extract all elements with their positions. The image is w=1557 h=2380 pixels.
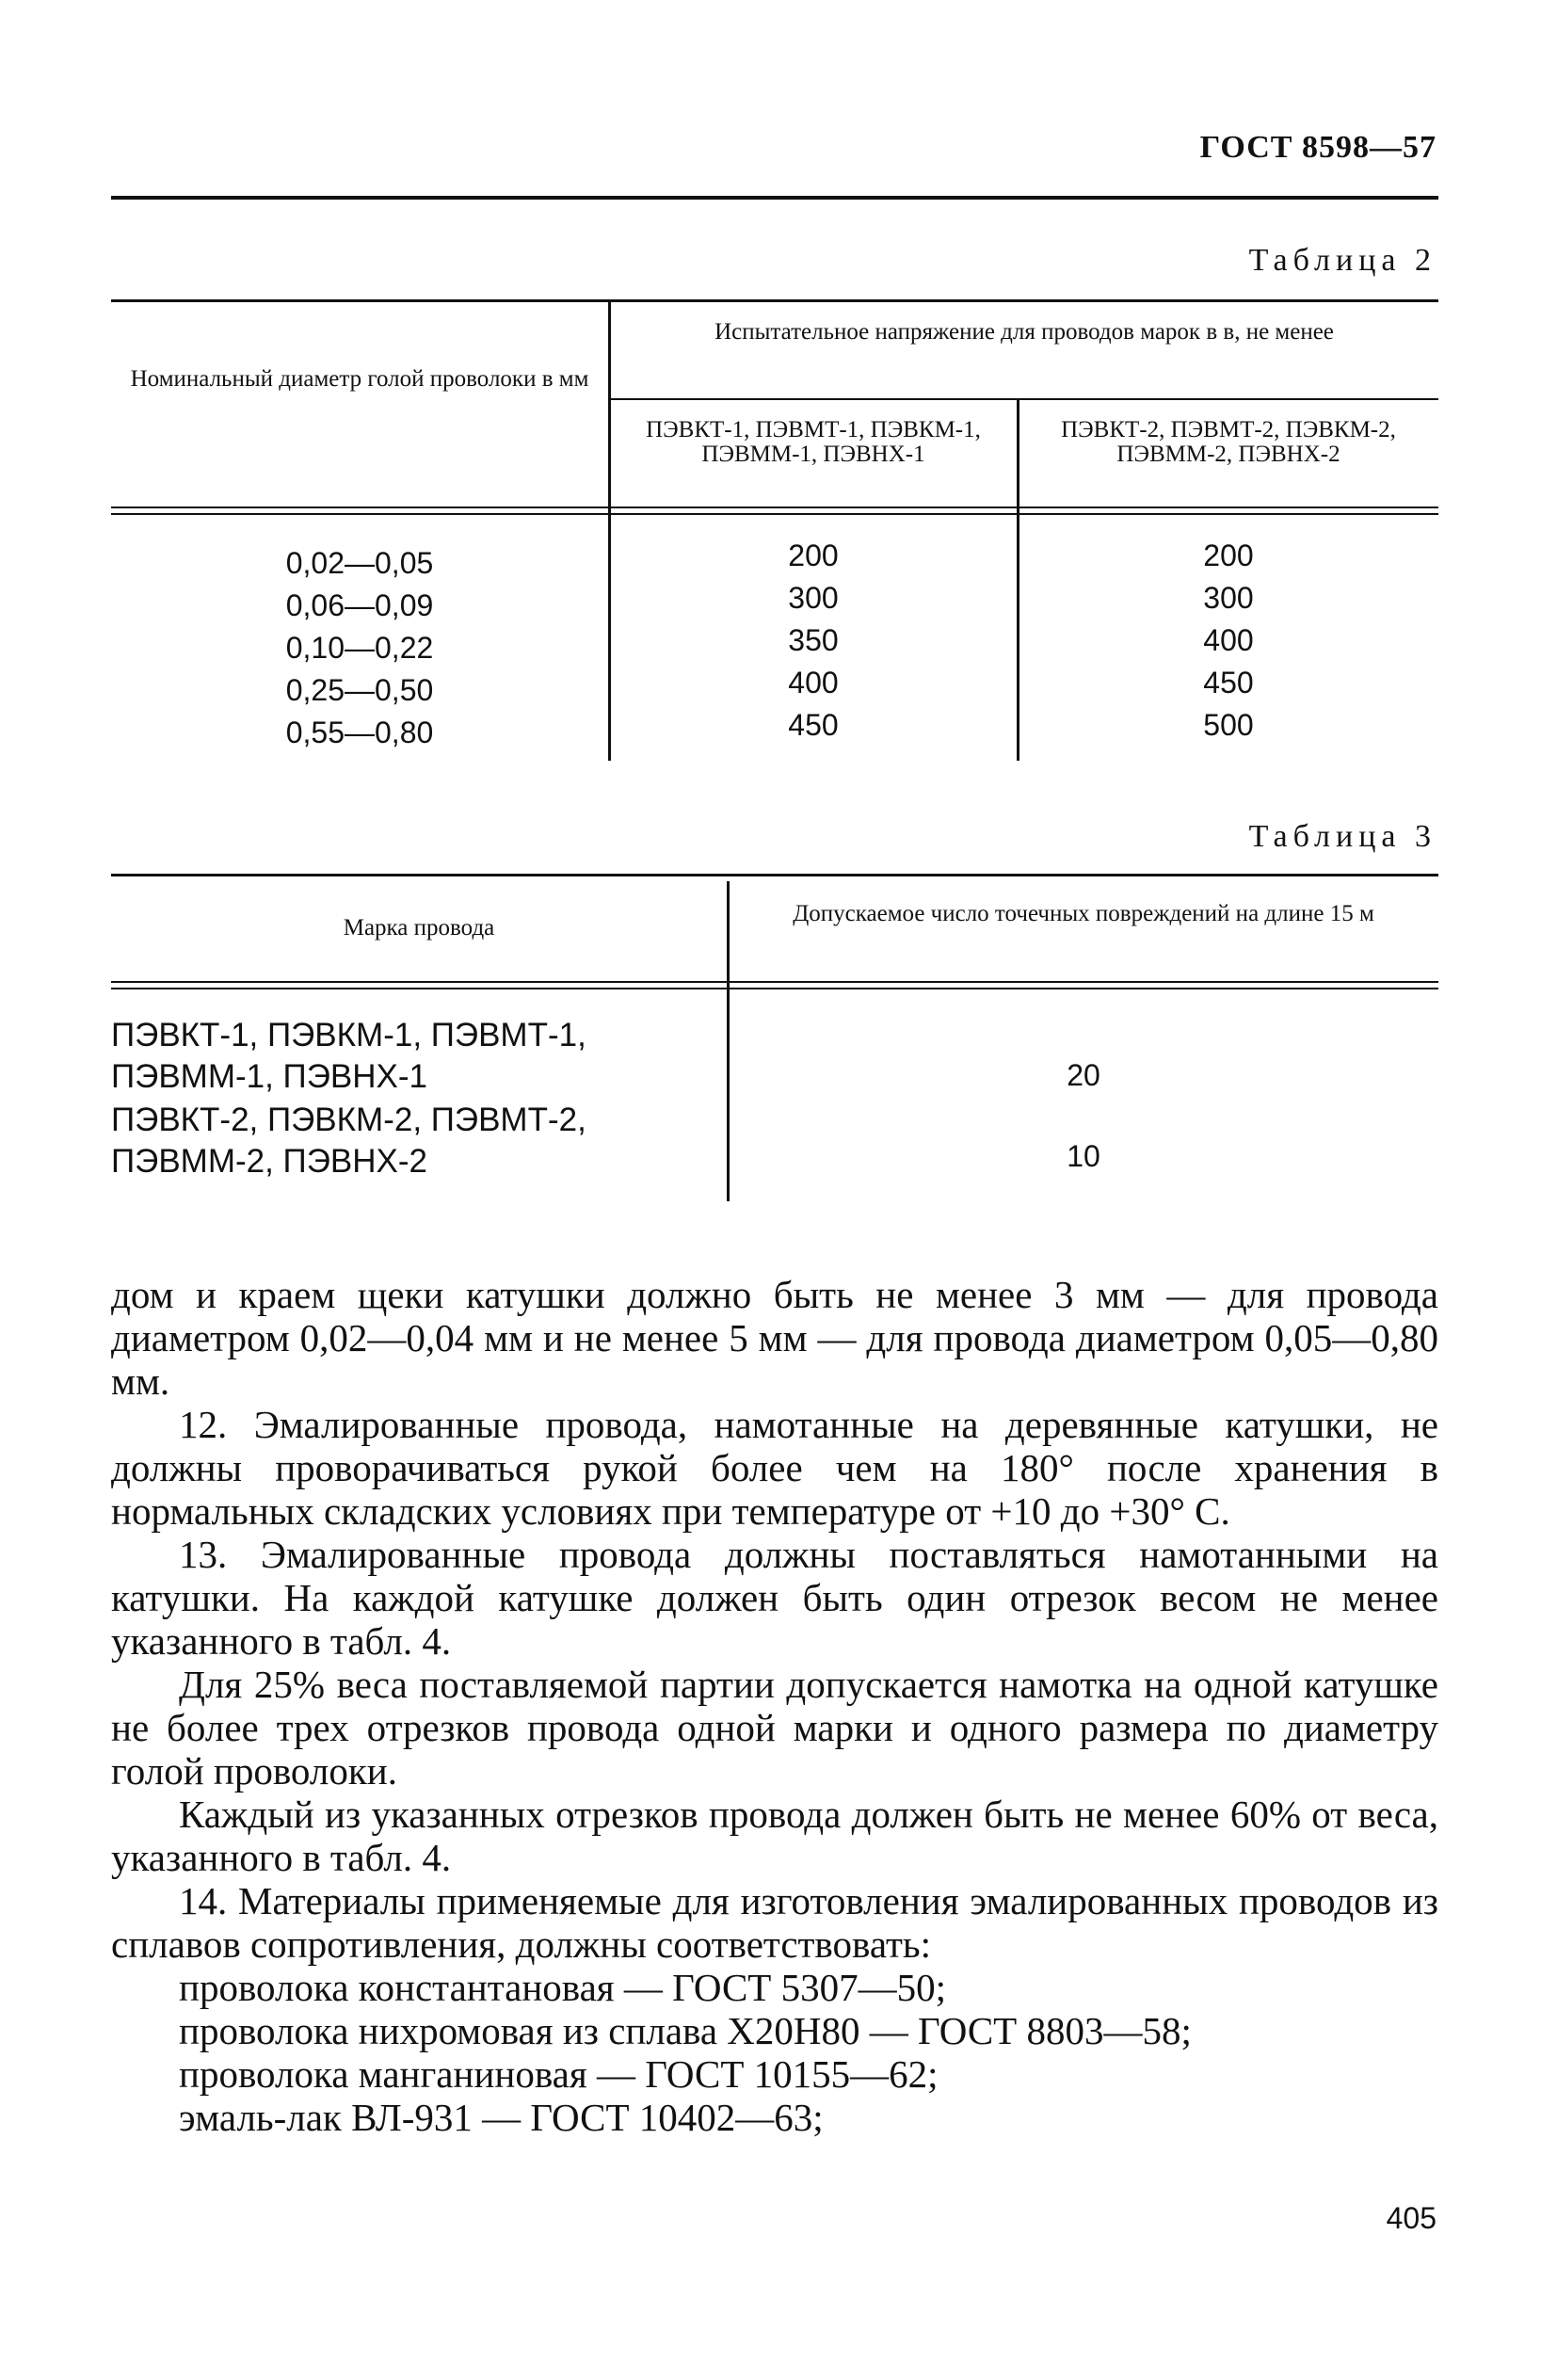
table-2-group-1-header: ПЭВКТ-1, ПЭВМТ-1, ПЭВКМ-1, ПЭВММ-1, ПЭВНХ-1 — [646, 417, 981, 467]
paragraph-13: 13. Эмалированные провода должны поставляться намотанными на катушки. На каждой катушке должен быть один отрезок весом не менее указанного в табл. 4. — [111, 1533, 1438, 1663]
table-cell-count: 20 — [1067, 1058, 1100, 1092]
table-cell-voltage: 400 — [788, 666, 839, 700]
table-cell-voltage: 300 — [788, 581, 839, 615]
standard-code: ГОСТ 8598—57 — [1199, 130, 1437, 165]
materials-list-item: проволока нихромовая из сплава Х20Н80 — ГОСТ 8803—58; — [179, 2009, 1192, 2052]
table-row-diameter: 0,10—0,22 — [285, 631, 434, 665]
table-3-caption: Таблица 3 — [1248, 819, 1437, 854]
table-2-group-2-column — [1019, 535, 1438, 747]
table-2-group-2-header: ПЭВКТ-2, ПЭВМТ-2, ПЭВКМ-2, ПЭВММ-2, ПЭВНХ-2 — [1061, 417, 1396, 467]
table-2-diameter-column — [111, 542, 608, 754]
paragraph-13-segment-weight: Каждый из указанных отрезков провода должен быть не менее 60% от веса, указанного в табл. 4. — [111, 1793, 1438, 1879]
table-2-caption: Таблица 2 — [1248, 243, 1437, 278]
table-row-marks: ПЭВКТ-1, ПЭВКМ-1, ПЭВМТ-1, ПЭВММ-1, ПЭВНХ-1 — [111, 1017, 586, 1095]
table-2-diameter-header: Номинальный диаметр голой проволоки в мм — [130, 366, 589, 392]
materials-list-item: эмаль-лак ВЛ-931 — ГОСТ 10402—63; — [179, 2096, 824, 2139]
table-cell-voltage: 300 — [1203, 581, 1254, 615]
table-2-voltage-header: Испытательное напряжение для проводов марок в в, не менее — [714, 319, 1334, 345]
paragraph-14: 14. Материалы применяемые для изготовления эмалированных проводов из сплавов сопротивления, должны соответствовать: — [111, 1879, 1438, 1966]
table-cell-voltage: 400 — [1203, 623, 1254, 657]
table-3-top-rule — [111, 874, 1438, 876]
table-2-header-rule-double — [111, 513, 1438, 515]
table-row-diameter: 0,02—0,05 — [285, 546, 434, 580]
table-cell-voltage: 450 — [788, 708, 839, 742]
page-number: 405 — [1386, 2201, 1437, 2235]
paragraph-continuation: дом и краем щеки катушки должно быть не менее 3 мм — для провода диаметром 0,02—0,04 мм и не менее 5 мм — для провода диаметром 0,05—0,80 мм. — [111, 1273, 1438, 1403]
header-rule — [111, 196, 1438, 200]
table-2-group-1-column — [610, 535, 1017, 747]
table-2-top-rule — [111, 299, 1438, 302]
table-row-diameter: 0,55—0,80 — [285, 716, 434, 749]
table-2-subheader-rule — [610, 398, 1438, 400]
table-cell-voltage: 200 — [788, 539, 839, 572]
materials-list-item: проволока манганиновая — ГОСТ 10155—62; — [179, 2052, 939, 2096]
table-3-mark-header: Марка провода — [343, 915, 495, 941]
table-cell-voltage: 450 — [1203, 666, 1254, 700]
table-cell-voltage: 200 — [1203, 539, 1254, 572]
table-row-marks: ПЭВКТ-2, ПЭВКМ-2, ПЭВМТ-2, ПЭВММ-2, ПЭВНХ-2 — [111, 1102, 586, 1180]
table-cell-count: 10 — [1067, 1139, 1100, 1173]
table-2-header-rule — [111, 507, 1438, 508]
body-text — [111, 1273, 1438, 2139]
table-3-header-rule — [111, 981, 1438, 983]
paragraph-13-partial-lots: Для 25% веса поставляемой партии допускается намотка на одной катушке не более трех отрезков провода одной марки и одного размера по диаметру голой проволоки. — [111, 1663, 1438, 1793]
paragraph-12: 12. Эмалированные провода, намотанные на деревянные катушки, не должны проворачиваться рукой более чем на 180° после хранения в нормальных складских условиях при температуре от +10 до +30° С. — [111, 1403, 1438, 1533]
materials-list-item: проволока константановая — ГОСТ 5307—50; — [179, 1966, 946, 2009]
table-cell-voltage: 350 — [788, 623, 839, 657]
table-3-defects-header: Допускаемое число точечных повреждений на длине 15 м — [793, 901, 1374, 926]
table-row-diameter: 0,06—0,09 — [285, 588, 434, 622]
table-row-diameter: 0,25—0,50 — [285, 673, 434, 707]
table-3-header-rule-double — [111, 988, 1438, 989]
table-cell-voltage: 500 — [1203, 708, 1254, 742]
